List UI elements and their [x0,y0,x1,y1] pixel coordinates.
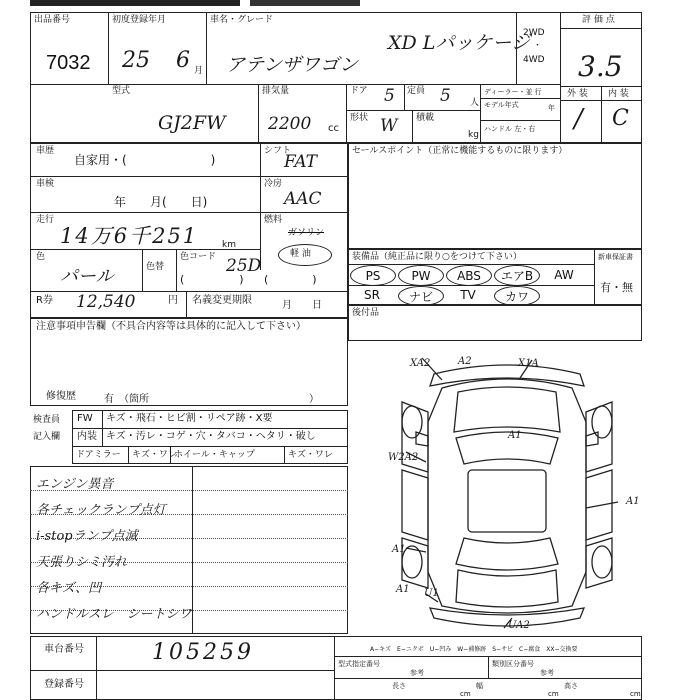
category-label: 類別区分番号 [492,660,534,668]
handwritten-note: エンジン異音 [36,477,114,492]
equipment-item: AW [554,267,574,282]
drive-sep: ・ [533,41,543,51]
color-code-bracket: ( ) [180,273,244,286]
color-code-label: 色コード [180,252,217,262]
fuel-bracket: ( ) [264,273,317,286]
inspection-label: 車検 [36,179,55,189]
damage-mark: A1 [392,544,406,555]
color-label: 色 [36,252,46,262]
dealer-label: ディーラー・並 行 [484,88,542,96]
notes-label: 注意事項申告欄（不具合内容等は具体的に記入して下さい） [36,321,306,332]
handwritten-note: 各チェックランプ点灯 [36,503,166,518]
type-cert-label: 型式指定番号 [338,660,380,668]
recycle-label: R券 [36,295,53,306]
car-number-value: 105259 [152,640,254,665]
damage-mark: X1A [518,358,539,369]
aftermarket-label: 後付品 [352,308,380,318]
mirror-label: ドアミラー [76,450,121,460]
shift-value: FAT [284,152,318,172]
recycle-unit: 円 [168,295,178,306]
mirror-options: キズ・ワレ [132,450,177,460]
disp-unit: cc [328,123,339,134]
equipment-item: SR [364,288,380,302]
reg-number-label: 登録番号 [44,679,84,690]
handwritten-note: i-stopランプ点滅 [36,529,138,544]
equipment-item: ナビ [398,286,444,306]
disp-value: 2200 [268,114,312,134]
damage-mark: XA2 [410,358,431,369]
lot-label: 出品番号 [34,15,71,25]
damage-mark: W2A2 [388,452,419,463]
car-diagram [372,352,642,632]
reg-year: 25 [122,48,150,73]
length-unit: cm [460,690,471,698]
wheel-options: キズ・ワレ [288,450,333,460]
name-change-label: 名義変更期限 [192,295,252,306]
lot-number: 7032 [46,52,91,74]
fw-label: FW [77,413,93,424]
equipment-item: TV [460,288,476,302]
grade: XD Lパッケージ [388,32,531,54]
car-name: アテンザワゴン [226,54,359,76]
door-value: 5 [384,86,395,106]
handwritten-note: 天張りシミ汚れ [36,555,128,570]
diagram-legend: A−キズ E−ニクボ U−凹み W−補修跡 S−サビ C−腐食 XX−交換要 [370,646,578,653]
damage-mark: A1 [508,430,522,441]
ac-label: 冷房 [264,179,283,189]
equipment-item: PS [350,265,396,286]
mileage-unit: km [222,240,236,250]
width-label: 幅 [476,682,483,690]
damage-mark: A1 [626,496,640,507]
repair-value: 有 （箇所 ） [104,394,319,405]
door-label: ドア [350,86,368,96]
interior-row-options: キズ・汚レ・コゲ・穴・タバコ・ヘタリ・破し [106,431,316,442]
equipment-item: PW [398,265,444,286]
drive-2wd: 2WD [523,28,545,38]
handle-label: ハンドル 左・右 [484,125,536,133]
aftermarket-frame [348,305,642,341]
damage-mark: A2 [458,356,472,367]
drive-4wd: 4WD [523,55,545,65]
equipment-item: カワ [494,286,540,306]
reg-label: 初度登録年月 [112,15,167,25]
car-number-label: 車台番号 [44,644,84,655]
repair-label: 修復歴 [46,391,76,402]
weight-label: 積載 [416,113,435,123]
shape-value: W [380,116,398,136]
seats-label: 定員 [407,86,426,96]
height-label: 高さ [564,682,578,690]
damage-mark: U1 [424,588,439,599]
handwritten-note: 各キズ、凹 [36,581,102,596]
model-year-unit: 年 [548,104,555,112]
model-label: 型式 [112,86,131,96]
inspector-label-1: 検査員 [33,415,61,425]
score-label: 評 価 点 [582,15,615,25]
category-ref: 参考 [540,669,554,677]
disp-label: 排気量 [262,86,290,96]
top-black-strip-right [250,0,360,6]
fuel-gas: ガソリン [288,228,325,238]
mileage-value: 14万6千251 [60,224,199,248]
color-change-label: 色替 [146,262,165,272]
wheel-label: ホイール・キャップ [174,450,255,460]
seats-unit: 人 [470,98,480,108]
width-unit: cm [548,690,559,698]
model-value: GJ2FW [158,112,226,134]
inspection-value: 年 月( 日) [114,195,208,209]
warranty-value: 有・無 [600,281,633,294]
interior-row-label: 内装 [77,431,97,442]
recycle-value: 12,540 [76,292,136,312]
mileage-label: 走行 [36,215,55,225]
interior-value: C [612,106,629,131]
damage-mark: UA2 [508,620,530,631]
warranty-label: 新車保証書 [598,253,633,261]
length-label: 長さ [392,682,406,690]
name-label: 車名・グレード [210,15,274,25]
name-change-value: 月 日 [282,300,322,311]
shift-label: シフト [264,146,292,156]
exterior-value: / [574,104,583,134]
reg-month: 6 [176,48,190,73]
usage-label: 車歴 [36,146,55,156]
exterior-label: 外 装 [567,89,588,99]
inspector-label-2: 記入欄 [33,432,61,442]
ac-value: AAC [284,189,322,209]
handwritten-note: ハンドルスレ シートシワ [36,607,192,622]
equipment-label: 装備品（純正品に限り○をつけて下さい） [352,252,522,262]
interior-label: 内 装 [608,89,629,99]
reg-month-unit: 月 [194,66,204,76]
equipment-item: エアB [494,265,540,286]
fuel-label: 燃料 [264,215,283,225]
selling-points-frame [348,143,642,249]
damage-mark: A1 [396,584,410,595]
color-value: パール [60,266,114,287]
height-unit: cm [630,690,641,698]
color-code-value: 25D [226,256,262,276]
seats-value: 5 [440,86,451,106]
equipment-item: ABS [446,265,492,286]
weight-unit: kg [468,130,479,140]
top-black-strip [30,0,240,6]
model-year-label: モデル年式 [484,101,519,109]
selling-points-label: セールスポイント（正常に機能するものに限ります） [352,146,568,156]
usage-value: 自家用・( ) [74,153,216,167]
fw-options: キズ・飛石・ヒビ割・リペア跡・X要 [106,413,273,424]
score-value: 3.5 [578,50,623,83]
type-cert-ref: 参考 [410,669,424,677]
fuel-diesel: 軽 油 [290,249,311,259]
shape-label: 形状 [350,113,369,123]
